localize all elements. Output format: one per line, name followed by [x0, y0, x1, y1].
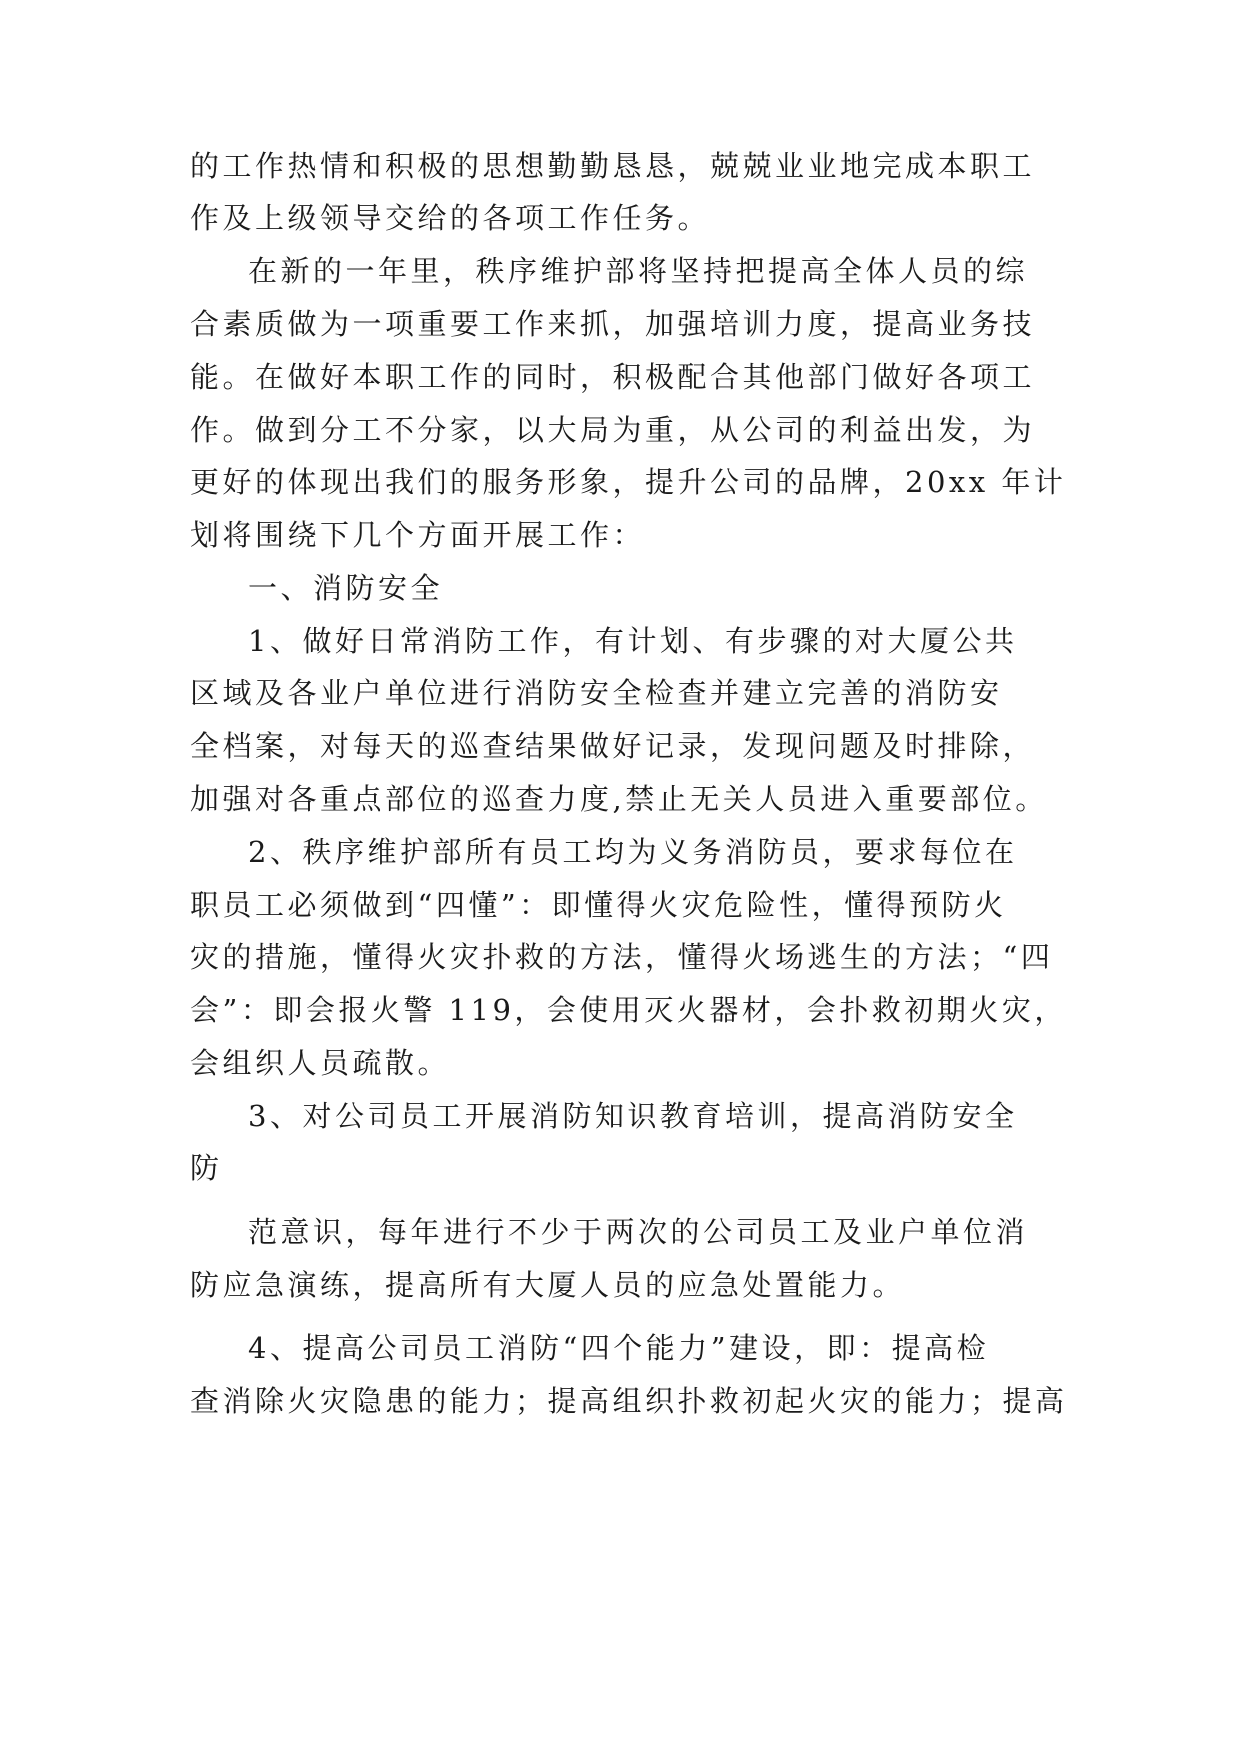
paragraph-first-line: 4、提高公司员工消防“四个能力”建设，即：提高检: [248, 1331, 990, 1365]
paragraph-first-line: 范意识，每年进行不少于两次的公司员工及业户单位消: [248, 1215, 1029, 1249]
text-line: 能。在做好本职工作的同时，积极配合其他部门做好各项工: [190, 360, 1036, 394]
text-line: 的工作热情和积极的思想勤勤恳恳，兢兢业业地完成本职工: [190, 149, 1036, 183]
text-line: 防应急演练，提高所有大厦人员的应急处置能力。: [190, 1268, 906, 1302]
paragraph-first-line: 2、秩序维护部所有员工均为义务消防员，要求每位在: [248, 835, 1018, 869]
text-line: 会”：即会报火警 119，会使用灭火器材，会扑救初期火灾，: [190, 993, 1067, 1027]
text-line: 灾的措施，懂得火灾扑救的方法，懂得火场逃生的方法；“四: [190, 940, 1054, 974]
text-line: 全档案，对每天的巡查结果做好记录，发现问题及时排除，: [190, 729, 1036, 763]
text-line: 查消除火灾隐患的能力；提高组织扑救初起火灾的能力；提高: [190, 1384, 1068, 1418]
text-line: 合素质做为一项重要工作来抓，加强培训力度，提高业务技: [190, 307, 1036, 341]
text-line: 更好的体现出我们的服务形象，提升公司的品牌，20xx 年计: [190, 465, 1067, 499]
paragraph-first-line: 1、做好日常消防工作，有计划、有步骤的对大厦公共: [248, 624, 1018, 658]
section-heading: 一、消防安全: [248, 571, 444, 605]
text-line: 作。做到分工不分家，以大局为重，从公司的利益出发，为: [190, 413, 1036, 447]
text-line: 作及上级领导交给的各项工作任务。: [190, 201, 711, 235]
text-line: 会组织人员疏散。: [190, 1046, 451, 1080]
paragraph-first-line: 3、对公司员工开展消防知识教育培训，提高消防安全: [248, 1099, 1018, 1133]
text-line: 区域及各业户单位进行消防安全检查并建立完善的消防安: [190, 676, 1003, 710]
text-line: 加强对各重点部位的巡查力度,禁止无关人员进入重要部位。: [190, 782, 1048, 816]
text-line: 防: [190, 1151, 223, 1185]
paragraph-first-line: 在新的一年里，秩序维护部将坚持把提高全体人员的综: [248, 254, 1029, 288]
text-line: 划将围绕下几个方面开展工作：: [190, 518, 646, 552]
text-line: 职员工必须做到“四懂”：即懂得火灾危险性，懂得预防火: [190, 888, 1007, 922]
